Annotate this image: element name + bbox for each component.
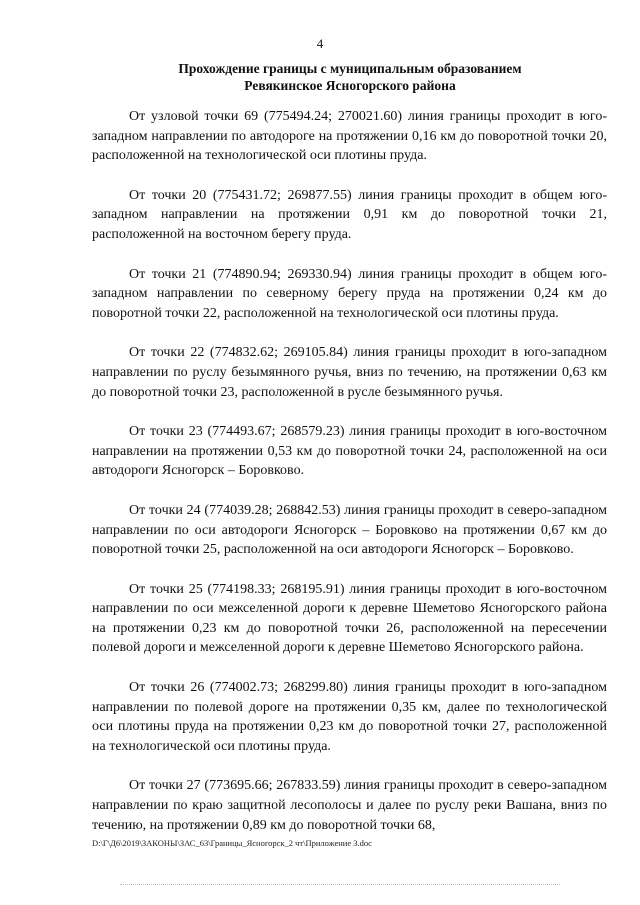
paragraph-point-24: От точки 24 (774039.28; 268842.53) линия границы проходит в северо-западном направлении по оси автодороги Ясногорск – Боровково на протяжении 0,67 км до поворотной точки 25, расположенной на оси автодороги Ясногорск – Боровково. — [92, 502, 607, 558]
title-line-1: Прохождение границы с муниципальным образованием — [178, 61, 522, 76]
document-body — [92, 107, 607, 855]
paragraph-point-26: От точки 26 (774002.73; 268299.80) линия границы проходит в юго-западном направлении по полевой дороге на протяжении 0,35 км, далее по технологической оси плотины пруда на протяжении 0,23 км до поворотной точки 27, расположенной на технологической оси плотины пруда. — [92, 680, 607, 754]
paragraph-point-25: От точки 25 (774198.33; 268195.91) линия границы проходит в юго-восточном направлении по оси межселенной дороги к деревне Шеметово Ясногорского района на протяжении 0,23 км до поворотной точки 26, расположенной на пересечении полевой дороги и межселенной дороги к деревне Шеметово Ясногорского района. — [92, 581, 607, 656]
scan-artifact-divider — [120, 884, 560, 886]
paragraph-point-20: От точки 20 (775431.72; 269877.55) линия границы проходит в общем юго-западном направлении на протяжении 0,91 км до поворотной точки 21, расположенной на восточном берегу пруда. — [92, 187, 607, 242]
paragraph-point-21: От точки 21 (774890.94; 269330.94) линия границы проходит в общем юго-западном направлении по северному берегу пруда на протяжении 0,24 км до поворотной точки 22, расположенной на технологической оси плотины пруда. — [92, 266, 607, 321]
paragraph-point-69: От узловой точки 69 (775494.24; 270021.60) линия границы проходит в юго-западном направлении по автодороге на протяжении 0,16 км до поворотной точки 20, расположенной на технологической оси плотины пруда. — [92, 109, 607, 164]
document-title — [150, 60, 550, 94]
footer-file-path: D:\Г\Д6\2019\ЗАКОНЫ\ЗАС_63\Границы_Ясногорск_2 чт\Приложение 3.doc — [92, 838, 372, 848]
title-line-2: Ревякинское Ясногорского района — [244, 78, 456, 93]
page-number: 4 — [316, 36, 324, 51]
paragraph-point-23: От точки 23 (774493.67; 268579.23) линия границы проходит в юго-восточном направлении на протяжении 0,53 км до поворотной точки 24, расположенной на оси автодороги Ясногорск – Боровково. — [92, 424, 607, 479]
paragraph-point-27: От точки 27 (773695.66; 267833.59) линия границы проходит в северо-западном направлении по краю защитной лесополосы и далее по руслу реки Вашана, вниз по течению, на протяжении 0,89 км до поворотной точки 68, — [92, 778, 607, 833]
paragraph-point-22: От точки 22 (774832.62; 269105.84) линия границы проходит в юго-западном направлении по руслу безымянного ручья, вниз по течению, на протяжении 0,63 км до поворотной точки 23, расположенной в русле безымянного ручья. — [92, 345, 607, 400]
